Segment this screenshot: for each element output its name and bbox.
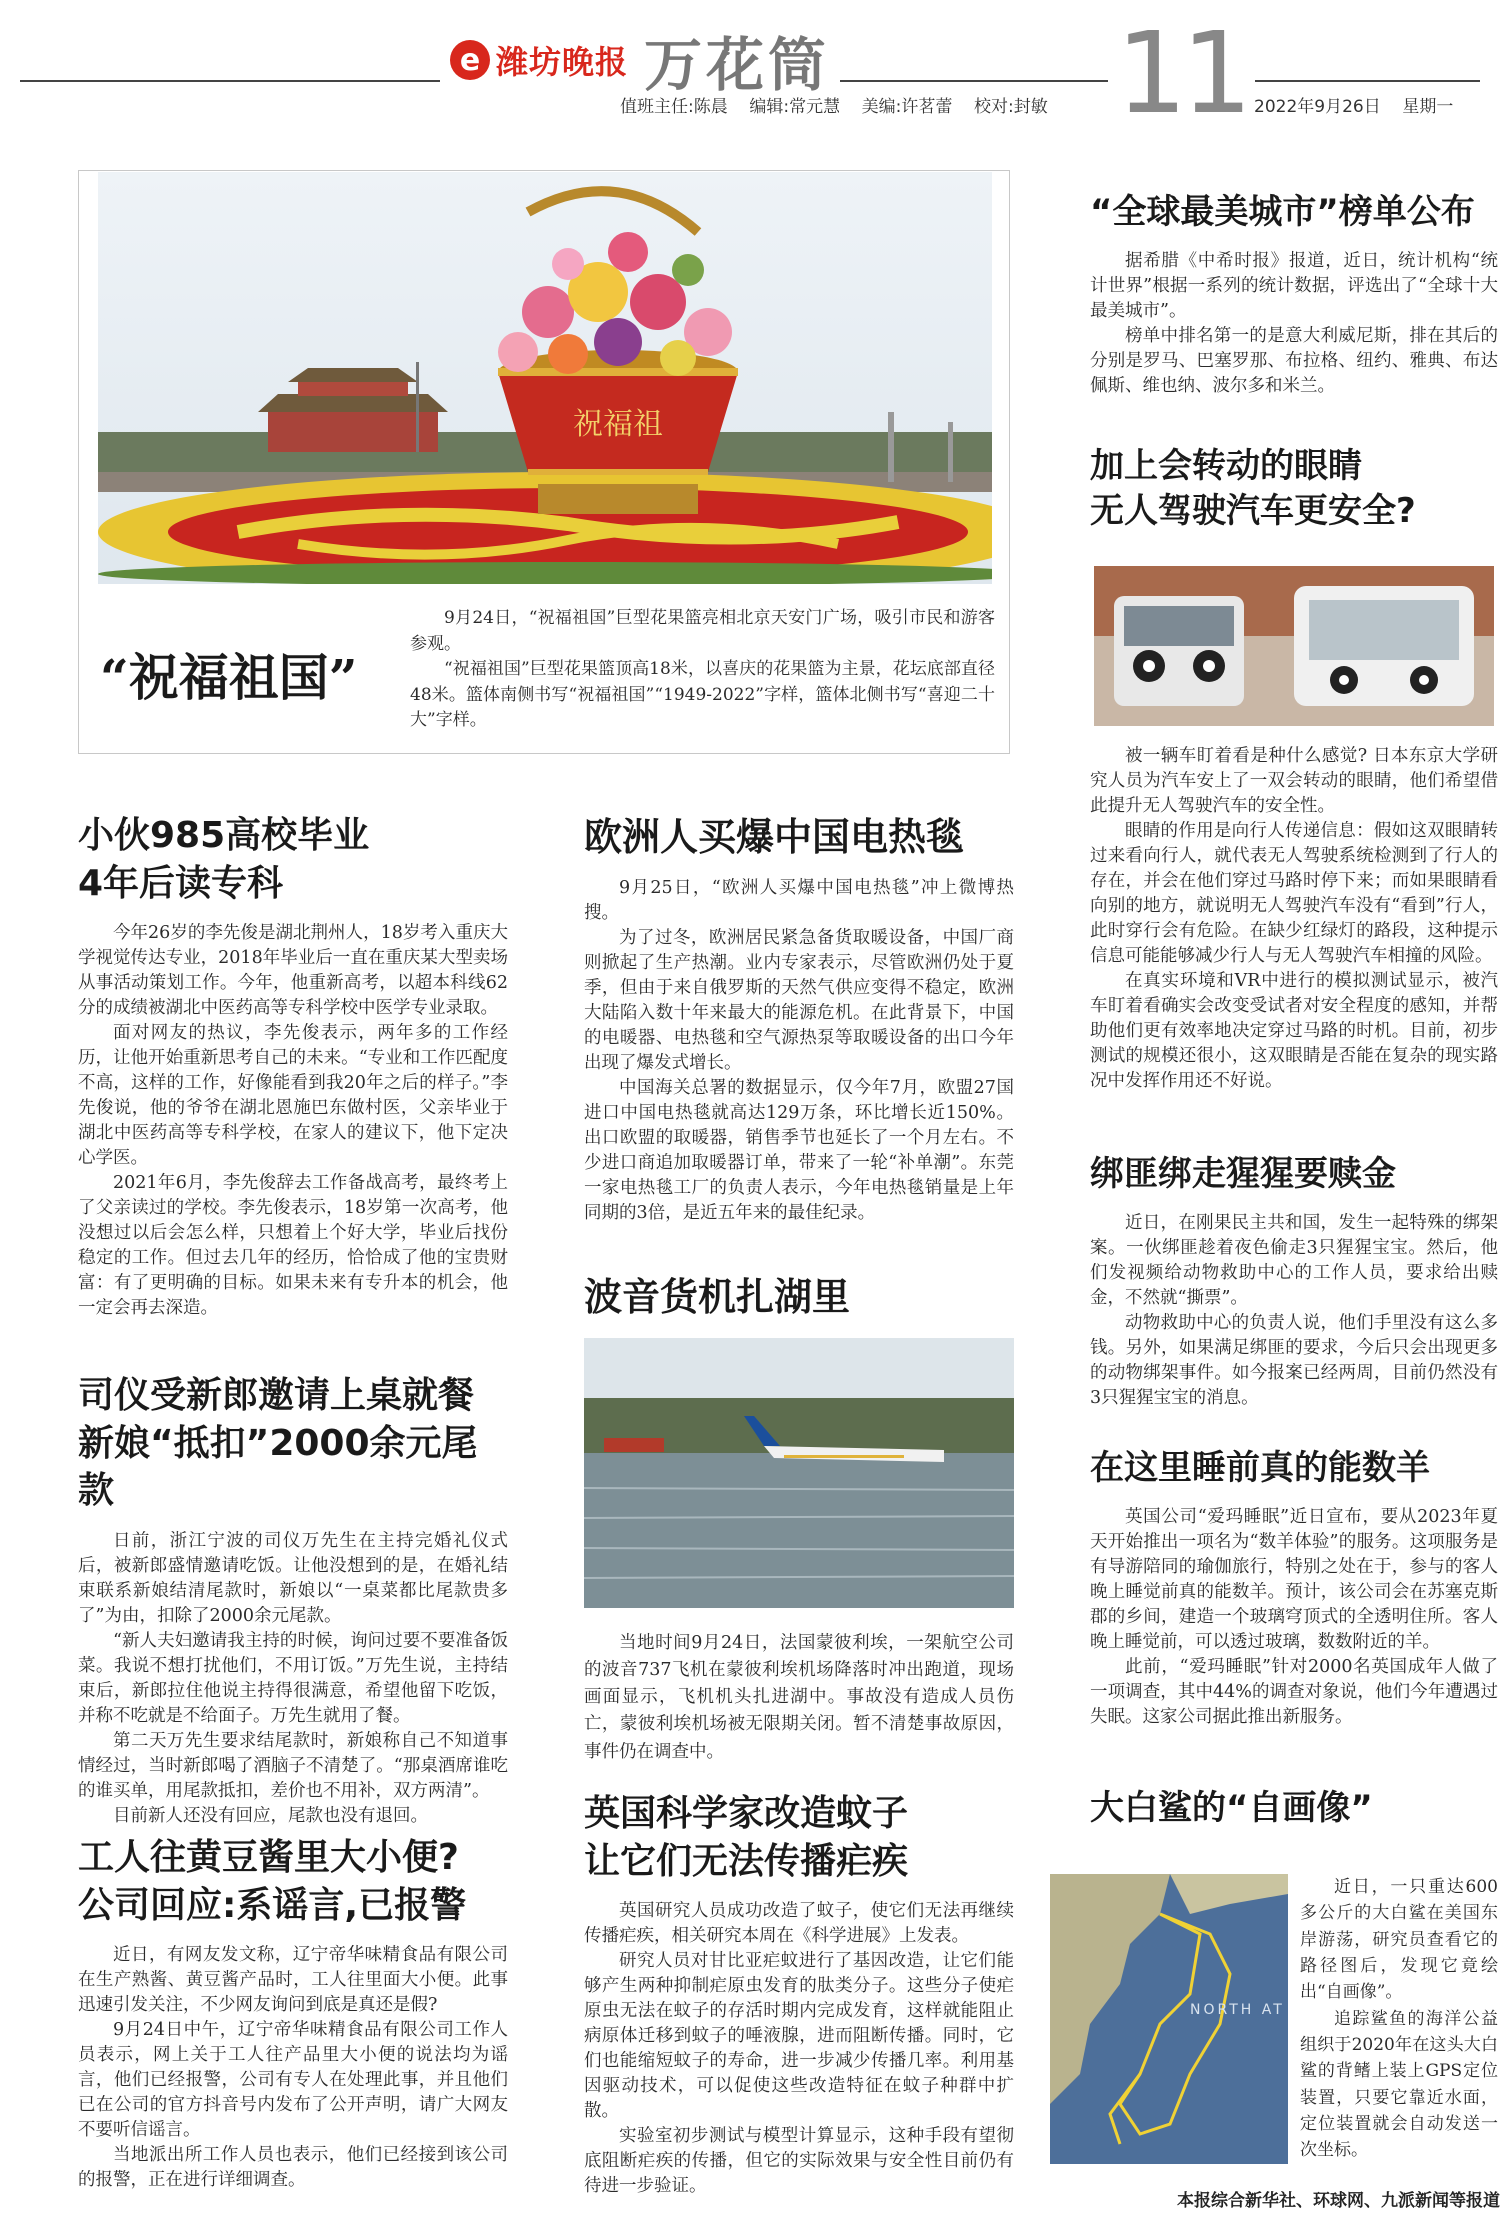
headline-line: 司仪受新郎邀请上桌就餐 <box>78 1375 475 1416</box>
paragraph: 中国海关总署的数据显示，仅今年7月，欧盟27国进口中国电热毯就高达129万条，环比增长近150%。出口欧盟的取暖器，销售季节也延长了一个月左右。不少进口商追加取暖器订单，带来了一轮“补单潮”。东莞一家电热毯工厂的负责人表示，今年电热毯销量是上年同期的3倍，是近五年来的最佳纪录。 <box>584 1078 1014 1224</box>
plane-in-lake-photo <box>584 1338 1014 1608</box>
shark-path-map <box>1050 1874 1288 2164</box>
paragraph: 动物救助中心的负责人说，他们手里没有这么多钱。另外，如果满足绑匪的要求，今后只会出现更多的动物绑架事件。如今报案已经两周，目前仍然没有3只猩猩宝宝的消息。 <box>1090 1312 1498 1408</box>
shark-body <box>1300 1874 1498 2164</box>
paragraph: 近日，一只重达600多公斤的大白鲨在美国东岸游荡，研究员查看它的路径图后，发现它竟绘出“自画像”。 <box>1300 1877 1498 2003</box>
feature-caption <box>410 606 995 734</box>
article-body <box>584 1899 1014 2199</box>
paragraph: 此前，“爱玛睡眠”针对2000名英国成年人做了一项调查，其中44%的调查对象说，他们今年遭遇过失眠。这家公司据此推出新服务。 <box>1090 1656 1498 1727</box>
paragraph: 为了过冬，欧洲居民紧急备货取暖设备，中国厂商则掀起了生产热潮。业内专家表示，尽管欧洲仍处于夏季，但由于来自俄罗斯的天然气供应变得不稳定，欧洲大陆陷入数十年来最大的能源危机。在此背景下，中国的电暖器、电热毯和空气源热泵等取暖设备的出口今年出现了爆发式增长。 <box>584 928 1014 1074</box>
caption-line: “祝福祖国”巨型花果篮顶高18米，以喜庆的花果篮为主景，花坛底部直径48米。篮体南侧书写“祝福祖国”“1949-2022”字样，篮体北侧书写“喜迎二十大”字样。 <box>410 659 995 730</box>
paragraph: 目前新人还没有回应，尾款也没有退回。 <box>113 1805 428 1826</box>
article-body <box>1090 249 1498 399</box>
paragraph: 被一辆车盯着看是种什么感觉? 日本东京大学研究人员为汽车安上了一双会转动的眼睛，他们希望借此提升无人驾驶汽车的安全性。 <box>1090 746 1498 817</box>
headline <box>78 812 508 907</box>
article-eyes-body <box>1090 736 1498 1094</box>
headline <box>78 1372 508 1515</box>
editor-credits: 值班主任:陈晨 编辑:常元慧 美编:许茗蕾 校对:封敏 <box>620 97 1048 117</box>
article-body <box>1090 1505 1498 1730</box>
headline-line: 英国科学家改造蚊子 <box>584 1793 909 1834</box>
headline-line: 小伙985高校毕业 <box>78 815 370 856</box>
headline <box>584 1790 1014 1885</box>
article-sheep <box>1090 1446 1498 1730</box>
headline: 大白鲨的“自画像” <box>1090 1788 1373 1828</box>
paragraph: 在真实环境和VR中进行的模拟测试显示，被汽车盯着看确实会改变受试者对安全程度的感知，并帮助他们更有效率地决定穿过马路的时机。目前，初步测试的规模还很小，这双眼睛是否能在复杂的现实路况中发挥作用还不好说。 <box>1090 971 1498 1092</box>
paragraph: 2021年6月，李先俊辞去工作备战高考，最终考上了父亲读过的学校。李先俊表示，18岁第一次高考，他没想过以后会怎么样，只想着上个好大学，毕业后找份稳定的工作。但过去几年的经历，恰恰成了他的宝贵财富：有了更明确的目标。如果未来有专升本的机会，他一定会再去深造。 <box>78 1173 508 1319</box>
paper-logo-icon: e <box>450 40 490 80</box>
article-boeing <box>584 1272 1014 1322</box>
headline-line: 让它们无法传播疟疾 <box>584 1840 909 1882</box>
paragraph: 据希腊《中希时报》报道，近日，统计机构“统计世界”根据一系列的统计数据，评选出了“全球十大最美城市”。 <box>1090 250 1498 321</box>
headline-line: 加上会转动的眼睛 <box>1090 446 1362 486</box>
headline: “全球最美城市”榜单公布 <box>1090 192 1475 232</box>
car-illustration <box>1094 566 1494 726</box>
paragraph: 榜单中排名第一的是意大利威尼斯，排在其后的分别是罗马、巴塞罗那、布拉格、纽约、雅典、布达佩斯、维也纳、波尔多和米兰。 <box>1090 325 1498 396</box>
paragraph: 9月24日中午，辽宁帝华味精食品有限公司工作人员表示，网上关于工人往产品里大小便的说法均为谣言，他们已经报警，公司有专人在处理此事，并且他们已在公司的官方抖音号内发布了公开声明，请广大网友不要听信谣言。 <box>78 2020 508 2141</box>
shark-map-illustration <box>1050 1874 1288 2164</box>
headline-line: 公司回应:系谣言,已报警 <box>78 1884 467 1926</box>
article-shark <box>1090 1786 1498 1831</box>
paragraph: 近日，在刚果民主共和国，发生一起特殊的绑架案。一伙绑匪趁着夜色偷走3只猩猩宝宝。然后，他们发视频给动物救助中心的工作人员，要求给出赎金，不然就“撕票”。 <box>1090 1212 1498 1308</box>
paper-name: 潍坊晚报 <box>496 43 629 81</box>
headline: 波音货机扎湖里 <box>584 1275 851 1319</box>
headline <box>1090 444 1498 534</box>
article-body <box>1090 1211 1498 1411</box>
article-body <box>1090 744 1498 1094</box>
feature-title: “祝福祖国” <box>100 648 358 707</box>
section-name: 万花筒 <box>644 31 831 99</box>
map-ocean-label: NORTH AT <box>1190 2002 1285 2018</box>
article-eyes <box>1090 444 1498 534</box>
headline-line: 无人驾驶汽车更安全? <box>1090 490 1416 531</box>
boeing-caption <box>584 1630 1014 1766</box>
news-source: 本报综合新华社、环球网、九派新闻等报道 <box>1177 2191 1500 2211</box>
article-blanket <box>584 812 1014 1226</box>
article-orangutan <box>1090 1152 1498 1411</box>
headline-line: 工人往黄豆酱里大小便? <box>78 1837 459 1878</box>
paragraph: 实验室初步测试与模型计算显示，这种手段有望彻底阻断疟疾的传播，但它的实际效果与安全性目前仍有待进一步验证。 <box>584 2126 1014 2197</box>
paragraph: 英国公司“爱玛睡眠”近日宣布，要从2023年夏天开始推出一项名为“数羊体验”的服务。这项服务是有导游陪同的瑜伽旅行，特别之处在于，参与的客人晚上睡觉前真的能数羊。预计，该公司会在苏塞克斯郡的乡间，建造一个玻璃穹顶式的全透明住所。客人晚上睡觉前，可以透过玻璃，数数附近的羊。 <box>1090 1506 1498 1652</box>
article-body <box>584 876 1014 1226</box>
article-body <box>78 921 508 1321</box>
caption-line: 9月24日，“祝福祖国”巨型花果篮亮相北京天安门广场，吸引市民和游客参观。 <box>410 608 995 654</box>
paragraph: 当地派出所工作人员也表示，他们已经接到该公司的报警，正在进行详细调查。 <box>78 2145 508 2191</box>
article-mosquito <box>584 1790 1014 2199</box>
paragraph: 追踪鲨鱼的海洋公益组织于2020年在这头大白鲨的背鳍上装上GPS定位装置，只要它靠近水面，定位装置就会自动发送一次坐标。 <box>1300 2008 1498 2161</box>
article-graduate <box>78 812 508 1321</box>
article-body <box>78 1943 508 2193</box>
headline <box>78 1834 508 1929</box>
paragraph: 今年26岁的李先俊是湖北荆州人，18岁考入重庆大学视觉传达专业，2018年毕业后一直在重庆某大型卖场从事活动策划工作。今年，他重新高考，以超本科线62分的成绩被湖北中医药高等专科学校中医学专业录取。 <box>78 923 508 1019</box>
paragraph: 面对网友的热议，李先俊表示，两年多的工作经历，让他开始重新思考自己的未来。“专业和工作匹配度不高，这样的工作，好像能看到我20年之后的样子。”李先俊说，他的爷爷在湖北恩施巴东做村医，父亲毕业于湖北中医药高等专科学校，在家人的建议下，他下定决心学医。 <box>78 1023 508 1169</box>
page-number: 11 <box>1108 18 1255 130</box>
paragraph: 研究人员对甘比亚疟蚊进行了基因改造，让它们能够产生两种抑制疟原虫发育的肽类分子。这些分子使疟原虫无法在蚊子的存活时期内完成发育，这样就能阻止病原体迁移到蚊子的唾液腺，进而阻断传播。同时，它们也能缩短蚊子的寿命，进一步减少传播几率。利用基因驱动技术，可以促使这些改造特征在蚊子种群中扩散。 <box>584 1951 1014 2122</box>
paragraph: “新人夫妇邀请我主持的时候，询问过要不要准备饭菜。我说不想打扰他们，不用订饭。”万先生说，主持结束后，新郎拉住他说主持得很满意，希望他留下吃饭，并称不吃就是不给面子。万先生就用了餐。 <box>78 1630 508 1726</box>
caption-line: 当地时间9月24日，法国蒙彼利埃，一架航空公司的波音737飞机在蒙彼利埃机场降落时冲出跑道，现场画面显示，飞机机头扎进湖中。事故没有造成人员伤亡，蒙彼利埃机场被无限期关闭。暂不清楚事故原因，事件仍在调查中。 <box>584 1633 1014 1762</box>
plane-illustration <box>584 1338 1014 1608</box>
article-cities <box>1090 190 1498 399</box>
headline-line: 4年后读专科 <box>78 862 284 904</box>
feature-photo <box>98 172 992 584</box>
article-emcee <box>78 1372 508 1829</box>
flower-basket-illustration <box>98 172 992 584</box>
issue-date: 2022年9月26日 星期一 <box>1254 97 1454 117</box>
paragraph: 英国研究人员成功改造了蚊子，使它们无法再继续传播疟疾，相关研究本周在《科学进展》上发表。 <box>584 1901 1014 1947</box>
headline-line: 新娘“抵扣”2000余元尾款 <box>78 1422 478 1512</box>
paragraph: 第二天万先生要求结尾款时，新娘称自己不知道事情经过，当时新郎喝了酒脑子不清楚了。“那桌酒席谁吃的谁买单，用尾款抵扣，差价也不用补，双方两清”。 <box>78 1730 508 1801</box>
basket-text: 祝福祖 <box>573 407 663 442</box>
paragraph: 9月25日，“欧洲人买爆中国电热毯”冲上微博热搜。 <box>584 878 1014 924</box>
headline: 在这里睡前真的能数羊 <box>1090 1448 1430 1488</box>
headline: 绑匪绑走猩猩要赎金 <box>1090 1154 1396 1194</box>
headline: 欧洲人买爆中国电热毯 <box>584 815 965 859</box>
article-soy <box>78 1834 508 2193</box>
paragraph: 日前，浙江宁波的司仪万先生在主持完婚礼仪式后，被新郎盛情邀请吃饭。让他没想到的是，在婚礼结束联系新娘结清尾款时，新娘以“一桌菜都比尾款贵多了”为由，扣除了2000余元尾款。 <box>78 1530 508 1626</box>
eyed-car-photo <box>1094 566 1494 726</box>
paragraph: 近日，有网友发文称，辽宁帝华味精食品有限公司在生产熟酱、黄豆酱产品时，工人往里面大小便。此事迅速引发关注，不少网友询问到底是真还是假? <box>78 1945 508 2016</box>
masthead-logo <box>440 18 840 102</box>
article-body <box>78 1529 508 1829</box>
paragraph: 眼睛的作用是向行人传递信息：假如这双眼睛转过来看向行人，就代表无人驾驶系统检测到了行人的存在，并会在他们穿过马路时停下来；而如果眼睛看向别的地方，就说明无人驾驶汽车没有“看到”行人，此时穿行会有危险。在缺少红绿灯的路段，这种提示信息可能能够减少行人与无人驾驶汽车相撞的风险。 <box>1090 821 1498 967</box>
